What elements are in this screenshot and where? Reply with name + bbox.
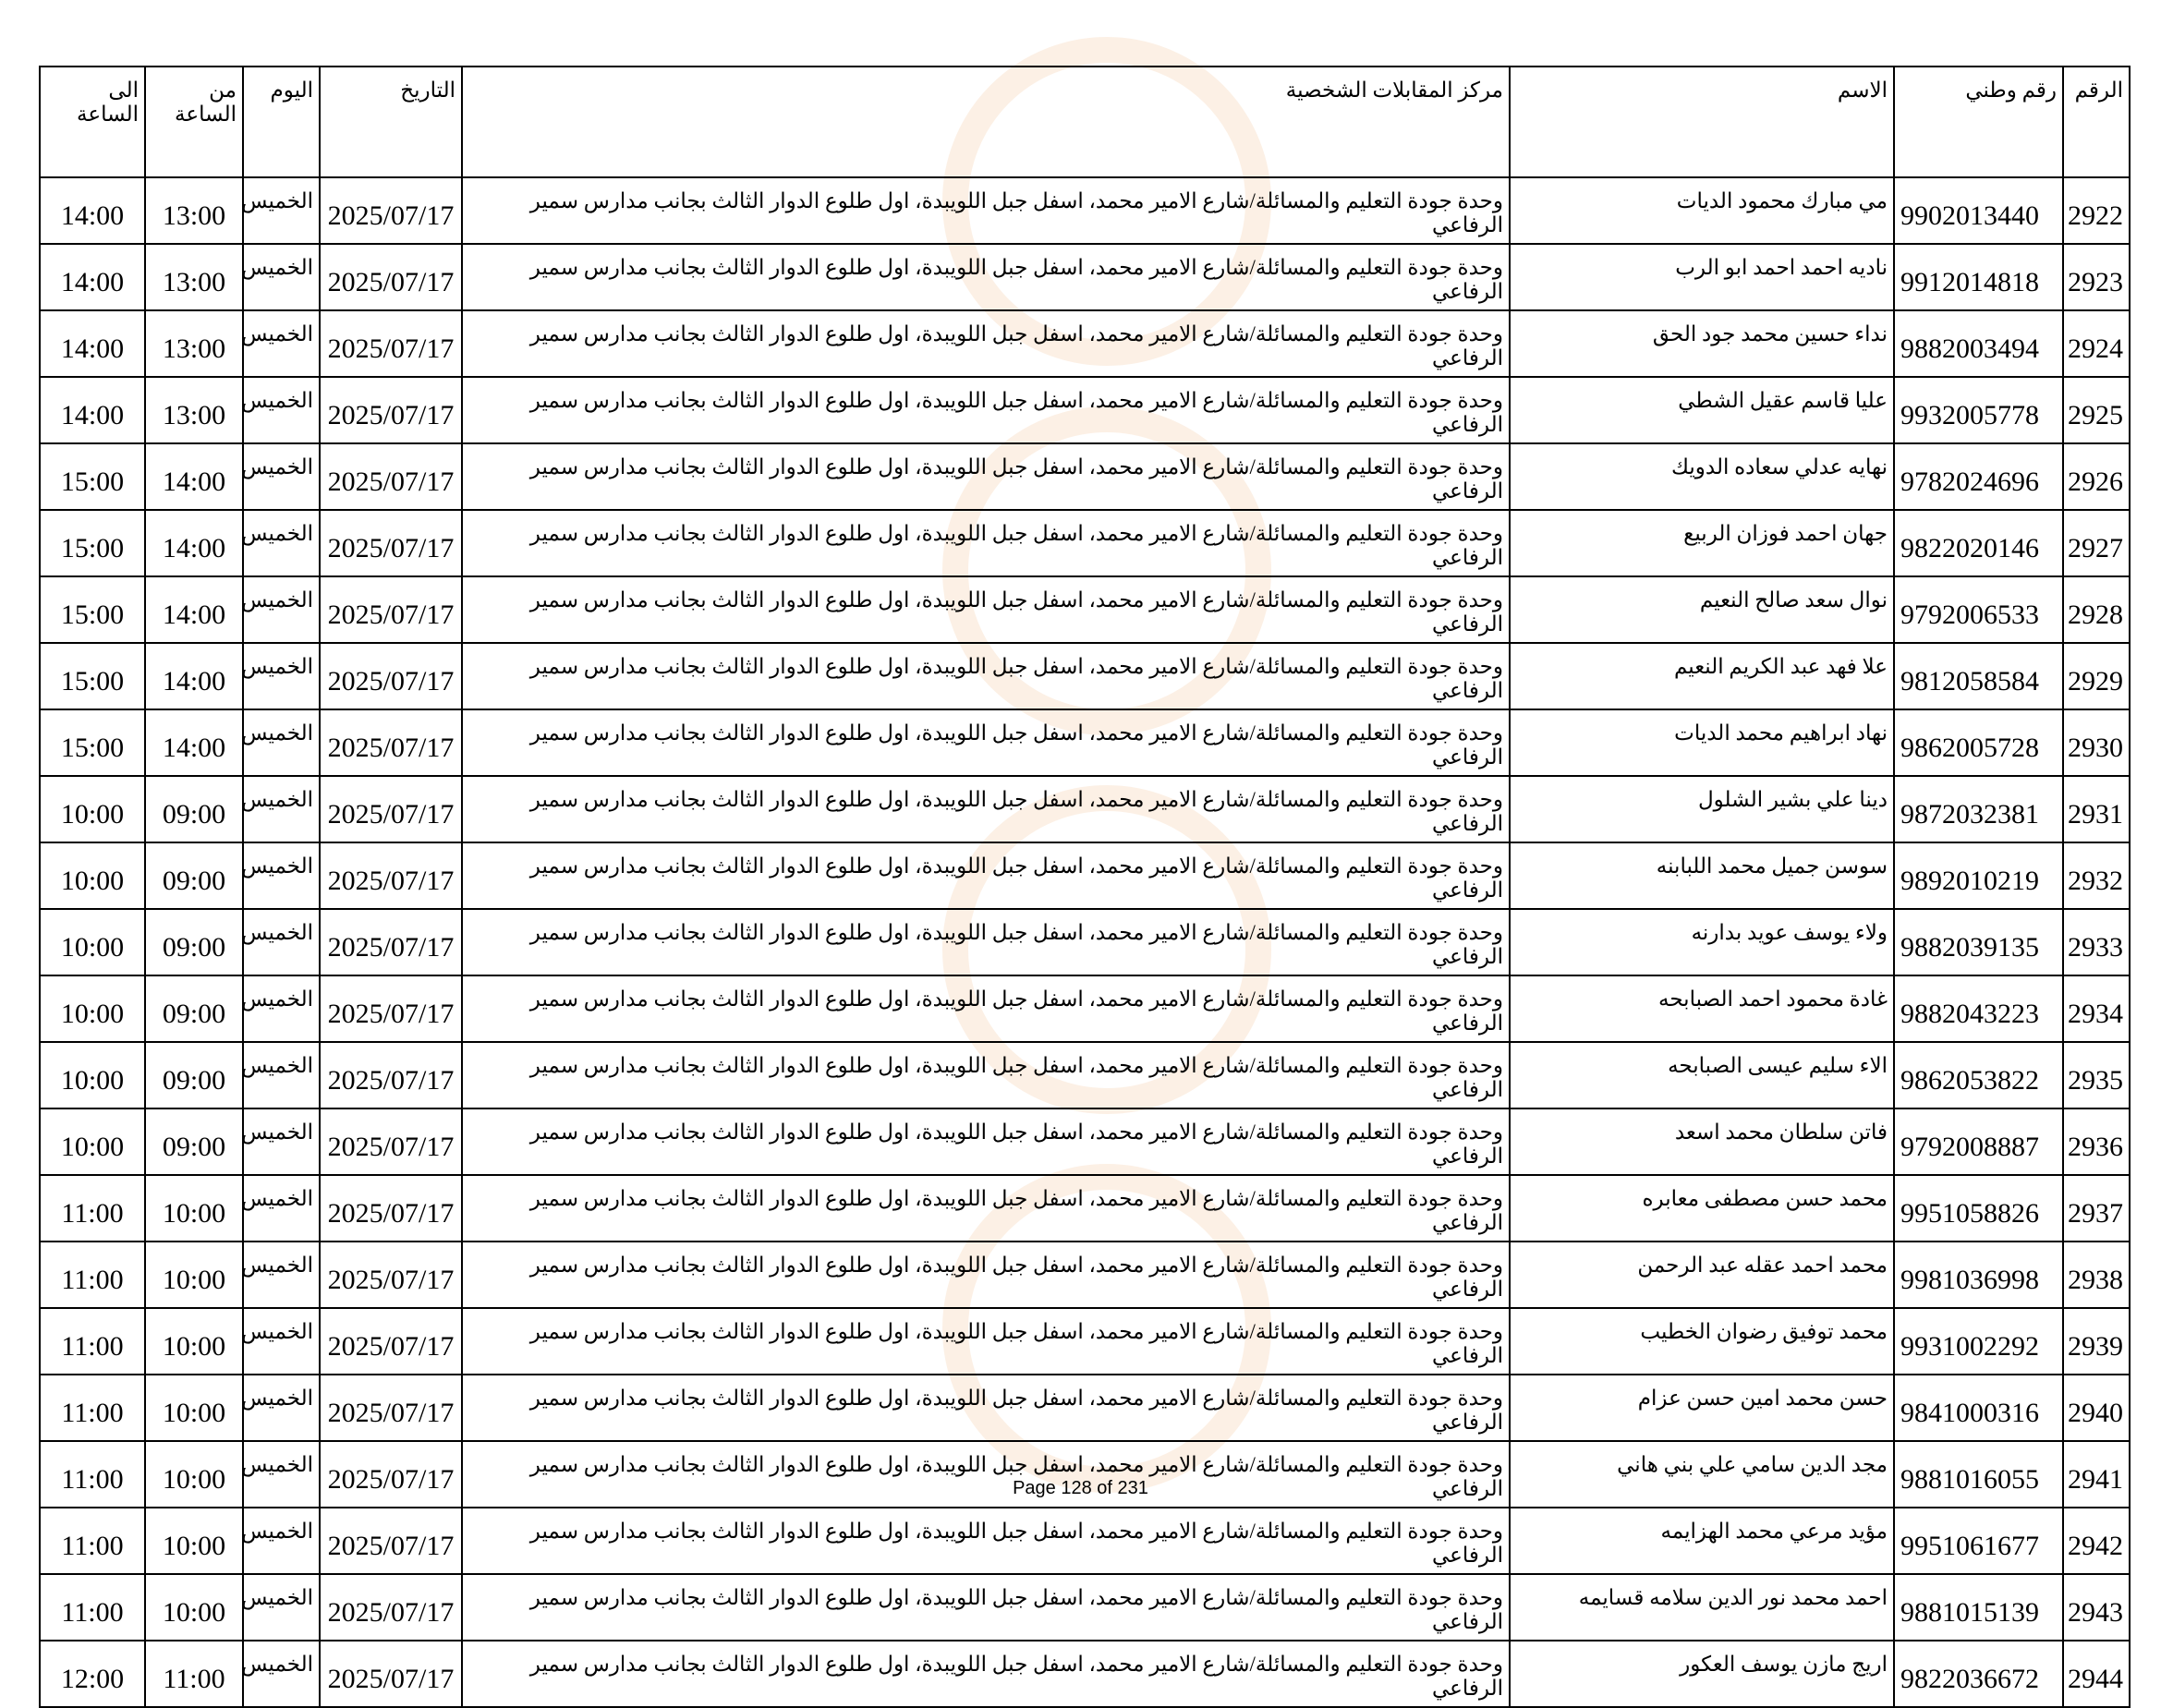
cell-row-number: 2926 <box>2063 443 2130 510</box>
cell-name: نداء حسين محمد جود الحق <box>1510 310 1894 377</box>
cell-to-time: 10:00 <box>40 1042 145 1108</box>
cell-day: الخميس <box>243 1242 320 1308</box>
cell-day: الخميس <box>243 1441 320 1508</box>
cell-day: الخميس <box>243 643 320 709</box>
cell-to-time: 10:00 <box>40 975 145 1042</box>
table-header-row <box>40 67 2130 177</box>
cell-from-time: 10:00 <box>145 1308 243 1375</box>
cell-interview-center: وحدة جودة التعليم والمسائلة/شارع الامير محمد، اسفل جبل اللويبدة، اول طلوع الدوار الثالث بجانب مدارس سمير الرفاعي <box>462 443 1510 510</box>
cell-day: الخميس <box>243 1375 320 1441</box>
header-name: الاسم <box>1510 67 1894 177</box>
cell-national-id: 9902013440 <box>1894 177 2063 244</box>
cell-national-id: 9951061677 <box>1894 1508 2063 1574</box>
cell-to-time: 11:00 <box>40 1242 145 1308</box>
cell-day: الخميس <box>243 1108 320 1175</box>
cell-date: 2025/07/17 <box>320 842 462 909</box>
cell-to-time: 15:00 <box>40 510 145 576</box>
cell-row-number: 2939 <box>2063 1308 2130 1375</box>
cell-to-time: 15:00 <box>40 643 145 709</box>
cell-national-id: 9951058826 <box>1894 1175 2063 1242</box>
cell-from-time: 09:00 <box>145 909 243 975</box>
table-row <box>40 1375 2130 1441</box>
cell-interview-center: وحدة جودة التعليم والمسائلة/شارع الامير محمد، اسفل جبل اللويبدة، اول طلوع الدوار الثالث بجانب مدارس سمير الرفاعي <box>462 244 1510 310</box>
cell-national-id: 9841000316 <box>1894 1375 2063 1441</box>
cell-row-number: 2932 <box>2063 842 2130 909</box>
table-row <box>40 443 2130 510</box>
cell-to-time: 14:00 <box>40 177 145 244</box>
header-date: التاريخ <box>320 67 462 177</box>
cell-row-number: 2929 <box>2063 643 2130 709</box>
cell-interview-center: وحدة جودة التعليم والمسائلة/شارع الامير محمد، اسفل جبل اللويبدة، اول طلوع الدوار الثالث بجانب مدارس سمير الرفاعي <box>462 909 1510 975</box>
cell-day: الخميس <box>243 443 320 510</box>
cell-date: 2025/07/17 <box>320 1641 462 1707</box>
cell-name: ناديه احمد احمد ابو الرب <box>1510 244 1894 310</box>
cell-interview-center: وحدة جودة التعليم والمسائلة/شارع الامير محمد، اسفل جبل اللويبدة، اول طلوع الدوار الثالث بجانب مدارس سمير الرفاعي <box>462 377 1510 443</box>
cell-interview-center: وحدة جودة التعليم والمسائلة/شارع الامير محمد، اسفل جبل اللويبدة، اول طلوع الدوار الثالث بجانب مدارس سمير الرفاعي <box>462 975 1510 1042</box>
cell-name: نهايه عدلي سعاده الدويك <box>1510 443 1894 510</box>
cell-name: فاتن سلطان محمد اسعد <box>1510 1108 1894 1175</box>
cell-name: مي مبارك محمود الديات <box>1510 177 1894 244</box>
cell-row-number: 2922 <box>2063 177 2130 244</box>
table-row <box>40 1574 2130 1641</box>
cell-name: محمد احمد عقله عبد الرحمن <box>1510 1242 1894 1308</box>
cell-national-id: 9931002292 <box>1894 1308 2063 1375</box>
table-row <box>40 842 2130 909</box>
cell-interview-center: وحدة جودة التعليم والمسائلة/شارع الامير محمد، اسفل جبل اللويبدة، اول طلوع الدوار الثالث بجانب مدارس سمير الرفاعي <box>462 310 1510 377</box>
cell-row-number: 2924 <box>2063 310 2130 377</box>
cell-interview-center: وحدة جودة التعليم والمسائلة/شارع الامير محمد، اسفل جبل اللويبدة، اول طلوع الدوار الثالث بجانب مدارس سمير الرفاعي <box>462 1242 1510 1308</box>
table-row <box>40 310 2130 377</box>
cell-date: 2025/07/17 <box>320 1042 462 1108</box>
cell-row-number: 2927 <box>2063 510 2130 576</box>
header-national-id: رقم وطني <box>1894 67 2063 177</box>
cell-date: 2025/07/17 <box>320 1441 462 1508</box>
cell-to-time: 10:00 <box>40 909 145 975</box>
cell-date: 2025/07/17 <box>320 443 462 510</box>
cell-from-time: 13:00 <box>145 177 243 244</box>
cell-national-id: 9882043223 <box>1894 975 2063 1042</box>
table-row <box>40 1108 2130 1175</box>
cell-row-number: 2931 <box>2063 776 2130 842</box>
cell-day: الخميس <box>243 310 320 377</box>
cell-day: الخميس <box>243 377 320 443</box>
cell-national-id: 9932005778 <box>1894 377 2063 443</box>
cell-name: ولاء يوسف عويد بدارنه <box>1510 909 1894 975</box>
cell-date: 2025/07/17 <box>320 1175 462 1242</box>
cell-day: الخميس <box>243 1641 320 1707</box>
cell-national-id: 9872032381 <box>1894 776 2063 842</box>
cell-interview-center: وحدة جودة التعليم والمسائلة/شارع الامير محمد، اسفل جبل اللويبدة، اول طلوع الدوار الثالث بجانب مدارس سمير الرفاعي <box>462 177 1510 244</box>
table-row <box>40 576 2130 643</box>
cell-row-number: 2938 <box>2063 1242 2130 1308</box>
cell-day: الخميس <box>243 1508 320 1574</box>
cell-name: محمد توفيق رضوان الخطيب <box>1510 1308 1894 1375</box>
cell-date: 2025/07/17 <box>320 975 462 1042</box>
cell-date: 2025/07/17 <box>320 377 462 443</box>
cell-from-time: 10:00 <box>145 1441 243 1508</box>
cell-day: الخميس <box>243 1042 320 1108</box>
table-row <box>40 1242 2130 1308</box>
cell-interview-center: وحدة جودة التعليم والمسائلة/شارع الامير محمد، اسفل جبل اللويبدة، اول طلوع الدوار الثالث بجانب مدارس سمير الرفاعي <box>462 643 1510 709</box>
cell-interview-center: وحدة جودة التعليم والمسائلة/شارع الامير محمد، اسفل جبل اللويبدة، اول طلوع الدوار الثالث بجانب مدارس سمير الرفاعي <box>462 576 1510 643</box>
cell-date: 2025/07/17 <box>320 709 462 776</box>
cell-row-number: 2941 <box>2063 1441 2130 1508</box>
cell-day: الخميس <box>243 975 320 1042</box>
cell-from-time: 14:00 <box>145 576 243 643</box>
table-row <box>40 1641 2130 1707</box>
table-row <box>40 1308 2130 1375</box>
table-row <box>40 975 2130 1042</box>
cell-national-id: 9881015139 <box>1894 1574 2063 1641</box>
cell-to-time: 14:00 <box>40 244 145 310</box>
cell-to-time: 11:00 <box>40 1308 145 1375</box>
cell-row-number: 2935 <box>2063 1042 2130 1108</box>
cell-to-time: 15:00 <box>40 576 145 643</box>
cell-name: مؤيد مرعي محمد الهزايمه <box>1510 1508 1894 1574</box>
cell-day: الخميس <box>243 709 320 776</box>
cell-national-id: 9862005728 <box>1894 709 2063 776</box>
cell-name: عليا قاسم عقيل الشطي <box>1510 377 1894 443</box>
cell-name: مجد الدين سامي علي بني هاني <box>1510 1441 1894 1508</box>
table-row <box>40 776 2130 842</box>
cell-date: 2025/07/17 <box>320 1108 462 1175</box>
cell-from-time: 14:00 <box>145 443 243 510</box>
cell-day: الخميس <box>243 1308 320 1375</box>
cell-date: 2025/07/17 <box>320 1574 462 1641</box>
cell-national-id: 9881016055 <box>1894 1441 2063 1508</box>
cell-to-time: 11:00 <box>40 1574 145 1641</box>
cell-to-time: 12:00 <box>40 1641 145 1707</box>
cell-day: الخميس <box>243 1175 320 1242</box>
header-to: الى الساعة <box>40 67 145 177</box>
cell-to-time: 15:00 <box>40 709 145 776</box>
cell-to-time: 11:00 <box>40 1441 145 1508</box>
cell-date: 2025/07/17 <box>320 1375 462 1441</box>
cell-row-number: 2936 <box>2063 1108 2130 1175</box>
cell-from-time: 10:00 <box>145 1375 243 1441</box>
header-day: اليوم <box>243 67 320 177</box>
cell-day: الخميس <box>243 842 320 909</box>
cell-date: 2025/07/17 <box>320 909 462 975</box>
cell-date: 2025/07/17 <box>320 643 462 709</box>
cell-row-number: 2930 <box>2063 709 2130 776</box>
cell-to-time: 15:00 <box>40 443 145 510</box>
cell-date: 2025/07/17 <box>320 1308 462 1375</box>
cell-interview-center: وحدة جودة التعليم والمسائلة/شارع الامير محمد، اسفل جبل اللويبدة، اول طلوع الدوار الثالث بجانب مدارس سمير الرفاعي <box>462 776 1510 842</box>
page-number: Page 128 of 231 <box>1013 1478 1148 1498</box>
cell-national-id: 9782024696 <box>1894 443 2063 510</box>
cell-from-time: 11:00 <box>145 1641 243 1707</box>
cell-name: حسن محمد امين حسن عزام <box>1510 1375 1894 1441</box>
cell-date: 2025/07/17 <box>320 1242 462 1308</box>
cell-interview-center: وحدة جودة التعليم والمسائلة/شارع الامير محمد، اسفل جبل اللويبدة، اول طلوع الدوار الثالث بجانب مدارس سمير الرفاعي <box>462 1375 1510 1441</box>
cell-from-time: 09:00 <box>145 975 243 1042</box>
cell-name: دينا علي بشير الشلول <box>1510 776 1894 842</box>
cell-name: محمد حسن مصطفى معابره <box>1510 1175 1894 1242</box>
table-row <box>40 1175 2130 1242</box>
cell-interview-center: وحدة جودة التعليم والمسائلة/شارع الامير محمد، اسفل جبل اللويبدة، اول طلوع الدوار الثالث بجانب مدارس سمير الرفاعي <box>462 1574 1510 1641</box>
cell-day: الخميس <box>243 177 320 244</box>
cell-interview-center: وحدة جودة التعليم والمسائلة/شارع الامير محمد، اسفل جبل اللويبدة، اول طلوع الدوار الثالث بجانب مدارس سمير الرفاعي <box>462 1641 1510 1707</box>
cell-from-time: 09:00 <box>145 842 243 909</box>
cell-row-number: 2940 <box>2063 1375 2130 1441</box>
header-center: مركز المقابلات الشخصية <box>462 67 1510 177</box>
cell-from-time: 13:00 <box>145 377 243 443</box>
table-row <box>40 177 2130 244</box>
cell-row-number: 2944 <box>2063 1641 2130 1707</box>
cell-day: الخميس <box>243 576 320 643</box>
cell-row-number: 2943 <box>2063 1574 2130 1641</box>
cell-row-number: 2933 <box>2063 909 2130 975</box>
cell-interview-center: وحدة جودة التعليم والمسائلة/شارع الامير محمد، اسفل جبل اللويبدة، اول طلوع الدوار الثالث بجانب مدارس سمير الرفاعي <box>462 709 1510 776</box>
table-row <box>40 1042 2130 1108</box>
cell-row-number: 2928 <box>2063 576 2130 643</box>
table-row <box>40 377 2130 443</box>
cell-national-id: 9792006533 <box>1894 576 2063 643</box>
cell-row-number: 2925 <box>2063 377 2130 443</box>
cell-national-id: 9812058584 <box>1894 643 2063 709</box>
cell-name: الاء سليم عيسى الصبابحه <box>1510 1042 1894 1108</box>
cell-national-id: 9822020146 <box>1894 510 2063 576</box>
cell-name: غادة محمود احمد الصبابحه <box>1510 975 1894 1042</box>
cell-national-id: 9882039135 <box>1894 909 2063 975</box>
cell-interview-center: وحدة جودة التعليم والمسائلة/شارع الامير محمد، اسفل جبل اللويبدة، اول طلوع الدوار الثالث بجانب مدارس سمير الرفاعي <box>462 1508 1510 1574</box>
cell-date: 2025/07/17 <box>320 177 462 244</box>
cell-national-id: 9862053822 <box>1894 1042 2063 1108</box>
cell-date: 2025/07/17 <box>320 244 462 310</box>
cell-date: 2025/07/17 <box>320 1508 462 1574</box>
cell-from-time: 14:00 <box>145 510 243 576</box>
cell-day: الخميس <box>243 244 320 310</box>
cell-day: الخميس <box>243 776 320 842</box>
cell-from-time: 09:00 <box>145 776 243 842</box>
cell-row-number: 2923 <box>2063 244 2130 310</box>
cell-to-time: 11:00 <box>40 1508 145 1574</box>
cell-interview-center: وحدة جودة التعليم والمسائلة/شارع الامير محمد، اسفل جبل اللويبدة، اول طلوع الدوار الثالث بجانب مدارس سمير الرفاعي <box>462 1441 1510 1508</box>
cell-national-id: 9892010219 <box>1894 842 2063 909</box>
cell-date: 2025/07/17 <box>320 776 462 842</box>
cell-interview-center: وحدة جودة التعليم والمسائلة/شارع الامير محمد، اسفل جبل اللويبدة، اول طلوع الدوار الثالث بجانب مدارس سمير الرفاعي <box>462 510 1510 576</box>
cell-day: الخميس <box>243 909 320 975</box>
header-from: من الساعة <box>145 67 243 177</box>
cell-to-time: 10:00 <box>40 1108 145 1175</box>
cell-to-time: 11:00 <box>40 1375 145 1441</box>
cell-row-number: 2942 <box>2063 1508 2130 1574</box>
cell-from-time: 10:00 <box>145 1242 243 1308</box>
cell-date: 2025/07/17 <box>320 310 462 377</box>
cell-interview-center: وحدة جودة التعليم والمسائلة/شارع الامير محمد، اسفل جبل اللويبدة، اول طلوع الدوار الثالث بجانب مدارس سمير الرفاعي <box>462 1042 1510 1108</box>
cell-from-time: 10:00 <box>145 1175 243 1242</box>
table-row <box>40 1508 2130 1574</box>
table-row <box>40 510 2130 576</box>
cell-national-id: 9822036672 <box>1894 1641 2063 1707</box>
cell-to-time: 10:00 <box>40 776 145 842</box>
table-row <box>40 244 2130 310</box>
cell-national-id: 9882003494 <box>1894 310 2063 377</box>
interview-schedule-table <box>39 66 2131 1708</box>
cell-day: الخميس <box>243 1574 320 1641</box>
cell-name: نوال سعد صالح النعيم <box>1510 576 1894 643</box>
cell-from-time: 14:00 <box>145 643 243 709</box>
cell-interview-center: وحدة جودة التعليم والمسائلة/شارع الامير محمد، اسفل جبل اللويبدة، اول طلوع الدوار الثالث بجانب مدارس سمير الرفاعي <box>462 1308 1510 1375</box>
table-row <box>40 709 2130 776</box>
cell-interview-center: وحدة جودة التعليم والمسائلة/شارع الامير محمد، اسفل جبل اللويبدة، اول طلوع الدوار الثالث بجانب مدارس سمير الرفاعي <box>462 842 1510 909</box>
cell-interview-center: وحدة جودة التعليم والمسائلة/شارع الامير محمد، اسفل جبل اللويبدة، اول طلوع الدوار الثالث بجانب مدارس سمير الرفاعي <box>462 1175 1510 1242</box>
header-no: الرقم <box>2063 67 2130 177</box>
cell-to-time: 14:00 <box>40 310 145 377</box>
cell-name: احمد محمد نور الدين سلامه قسايمه <box>1510 1574 1894 1641</box>
cell-name: نهاد ابراهيم محمد الديات <box>1510 709 1894 776</box>
cell-from-time: 10:00 <box>145 1574 243 1641</box>
cell-name: علا فهد عبد الكريم النعيم <box>1510 643 1894 709</box>
cell-day: الخميس <box>243 510 320 576</box>
cell-to-time: 10:00 <box>40 842 145 909</box>
cell-national-id: 9792008887 <box>1894 1108 2063 1175</box>
cell-row-number: 2937 <box>2063 1175 2130 1242</box>
cell-name: سوسن جميل محمد اللبابنه <box>1510 842 1894 909</box>
cell-to-time: 11:00 <box>40 1175 145 1242</box>
cell-from-time: 14:00 <box>145 709 243 776</box>
cell-from-time: 09:00 <box>145 1108 243 1175</box>
table-row <box>40 909 2130 975</box>
cell-national-id: 9912014818 <box>1894 244 2063 310</box>
cell-date: 2025/07/17 <box>320 576 462 643</box>
cell-from-time: 13:00 <box>145 244 243 310</box>
cell-from-time: 10:00 <box>145 1508 243 1574</box>
cell-to-time: 14:00 <box>40 377 145 443</box>
cell-date: 2025/07/17 <box>320 510 462 576</box>
cell-name: اريج مازن يوسف العكور <box>1510 1641 1894 1707</box>
cell-from-time: 13:00 <box>145 310 243 377</box>
cell-from-time: 09:00 <box>145 1042 243 1108</box>
cell-name: جهان احمد فوزان الربيع <box>1510 510 1894 576</box>
cell-interview-center: وحدة جودة التعليم والمسائلة/شارع الامير محمد، اسفل جبل اللويبدة، اول طلوع الدوار الثالث بجانب مدارس سمير الرفاعي <box>462 1108 1510 1175</box>
cell-row-number: 2934 <box>2063 975 2130 1042</box>
cell-national-id: 9981036998 <box>1894 1242 2063 1308</box>
table-row <box>40 643 2130 709</box>
